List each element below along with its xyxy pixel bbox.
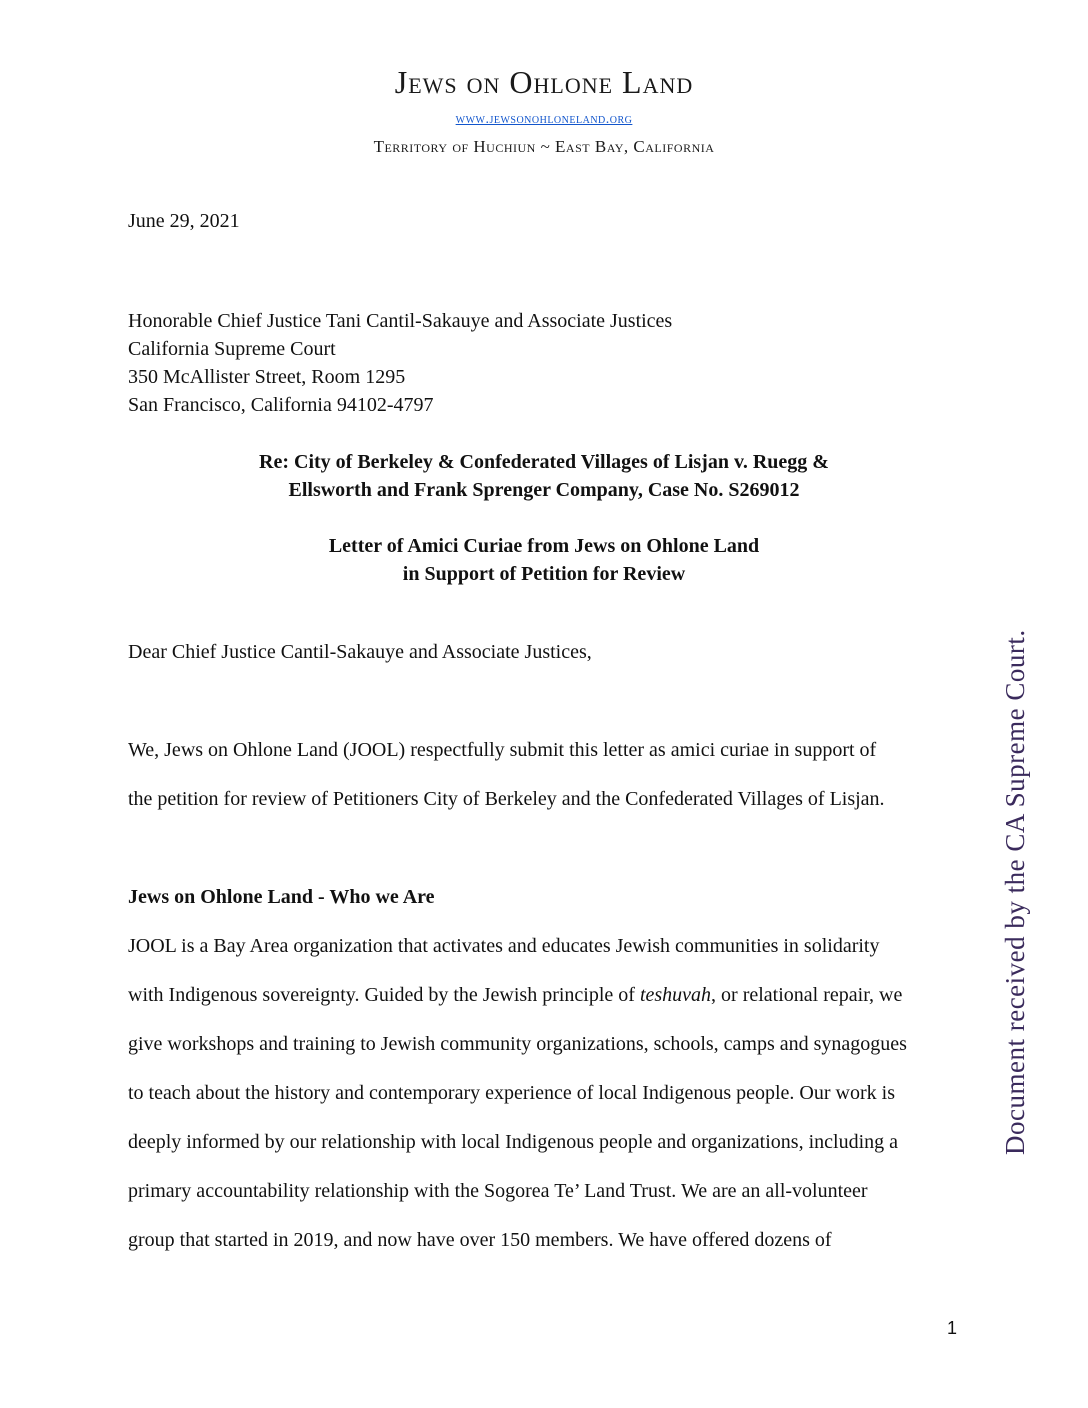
addressee-line: California Supreme Court [128,338,336,360]
intro-paragraph-line: the petition for review of Petitioners City of Berkeley and the Confederated Villages of Lisjan. [128,788,885,810]
letter-date: June 29, 2021 [128,210,240,232]
line-text: with Indigenous sovereignty. Guided by the Jewish principle of [128,984,640,1006]
addressee-line: Honorable Chief Justice Tani Cantil-Sakauye and Associate Justices [128,310,673,332]
section-heading: Jews on Ohlone Land - Who we Are [128,886,435,908]
page-number: 1 [947,1318,958,1338]
section-paragraph-line: primary accountability relationship with the Sogorea Te’ Land Trust. We are an all-volunteer [128,1180,868,1202]
teshuvah-term: teshuvah [639,984,712,1006]
organization-website-link[interactable]: www.jewsonohloneland.org [455,112,633,127]
section-paragraph-line: to teach about the history and contemporary experience of local Indigenous people. Our work is [128,1082,895,1104]
intro-paragraph-line: We, Jews on Ohlone Land (JOOL) respectfully submit this letter as amici curiae in support of [128,739,877,761]
court-received-watermark: Document received by the CA Supreme Court. [1000,629,1030,1155]
addressee-line: 350 McAllister Street, Room 1295 [128,366,406,388]
section-paragraph-line [128,984,902,1007]
case-reference-heading: Ellsworth and Frank Sprenger Company, Case No. S269012 [288,479,800,501]
section-paragraph-line: group that started in 2019, and now have over 150 members. We have offered dozens of [128,1229,832,1251]
salutation: Dear Chief Justice Cantil-Sakauye and Associate Justices, [128,641,592,663]
letter-title: in Support of Petition for Review [402,563,686,585]
section-paragraph-line: give workshops and training to Jewish community organizations, schools, camps and synagogues [128,1033,907,1055]
letter-title: Letter of Amici Curiae from Jews on Ohlone Land [328,535,760,557]
section-paragraph-line: JOOL is a Bay Area organization that activates and educates Jewish communities in solidarity [128,935,880,957]
territory-line: Territory of Huchiun ~ East Bay, California [373,137,715,156]
section-paragraph-line: deeply informed by our relationship with local Indigenous people and organizations, including a [128,1131,898,1153]
organization-name: Jews on Ohlone Land [394,64,694,100]
line-text: , or relational repair, we [711,984,903,1006]
addressee-line: San Francisco, California 94102-4797 [128,394,434,416]
case-reference-heading: Re: City of Berkeley & Confederated Villages of Lisjan v. Ruegg & [259,451,829,473]
